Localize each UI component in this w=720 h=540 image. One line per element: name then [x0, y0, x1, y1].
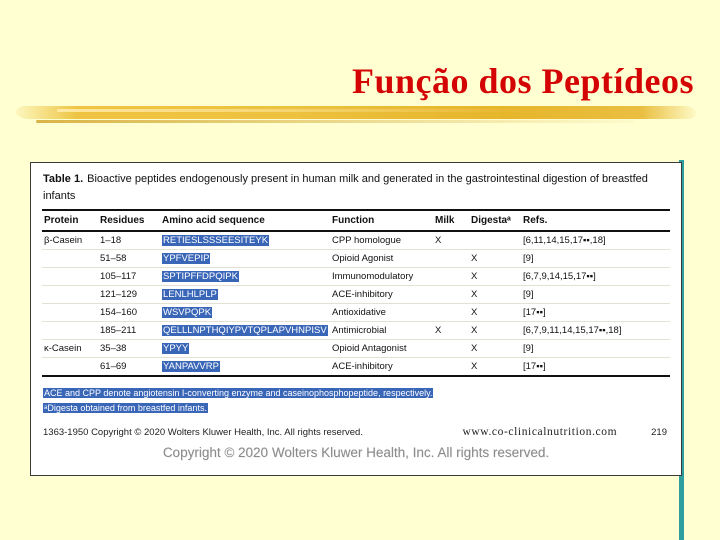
cell-digesta: X: [469, 340, 521, 358]
table-row: [42, 268, 670, 286]
cell-milk: [433, 340, 469, 358]
highlighted-sequence: YPYY: [163, 343, 189, 355]
cell-protein: [42, 304, 98, 322]
cell-milk: [433, 358, 469, 377]
cell-milk: [433, 250, 469, 268]
slide-title: Função dos Peptídeos: [351, 61, 694, 101]
column-header-milk: Milk: [433, 210, 469, 231]
cell-sequence: [160, 358, 330, 377]
cell-residues: 121–129: [98, 286, 160, 304]
table-row: [42, 322, 670, 340]
cell-digesta: X: [469, 286, 521, 304]
cell-sequence: [160, 268, 330, 286]
cell-sequence: [160, 250, 330, 268]
cell-refs: [17▪▪]: [521, 358, 670, 377]
footnote-digesta: ᵃDigesta obtained from breastfed infants.: [44, 403, 207, 414]
cell-milk: X: [433, 322, 469, 340]
cell-digesta: X: [469, 358, 521, 377]
highlighted-sequence: YANPAVVRP: [163, 361, 219, 373]
cell-residues: 154–160: [98, 304, 160, 322]
cell-residues: 35–38: [98, 340, 160, 358]
highlighted-sequence: RETIESLSSSEESITEYK: [163, 235, 269, 247]
highlighted-sequence: YPFVEPIP: [163, 253, 210, 265]
cell-residues: 51–58: [98, 250, 160, 268]
cell-digesta: X: [469, 322, 521, 340]
cell-function: Antimicrobial: [330, 322, 433, 340]
cell-digesta: X: [469, 250, 521, 268]
cell-digesta: X: [469, 304, 521, 322]
cell-residues: 105–117: [98, 268, 160, 286]
cell-digesta: X: [469, 268, 521, 286]
table-row: [42, 340, 670, 358]
cell-refs: [9]: [521, 286, 670, 304]
highlighted-sequence: SPTIPFFDPQIPK: [163, 271, 238, 283]
cell-protein: [42, 322, 98, 340]
column-header-function: Function: [330, 210, 433, 231]
cell-refs: [6,7,9,14,15,17▪▪]: [521, 268, 670, 286]
cell-sequence: [160, 231, 330, 250]
cell-function: Antioxidative: [330, 304, 433, 322]
cell-refs: [9]: [521, 250, 670, 268]
column-header-protein: Protein: [42, 210, 98, 231]
table-row: [42, 286, 670, 304]
journal-copyright: 1363-1950 Copyright © 2020 Wolters Kluwer Health, Inc. All rights reserved.: [43, 426, 363, 438]
figure-footer: [43, 426, 667, 438]
cell-function: CPP homologue: [330, 231, 433, 250]
cell-milk: [433, 304, 469, 322]
cell-function: Opioid Agonist: [330, 250, 433, 268]
bioactive-peptides-table: [42, 209, 670, 377]
cell-sequence: [160, 286, 330, 304]
table-caption: [43, 171, 669, 205]
cell-function: ACE-inhibitory: [330, 358, 433, 377]
cell-milk: [433, 268, 469, 286]
table-footnotes: [43, 386, 669, 417]
column-header-sequence: Amino acid sequence: [160, 210, 330, 231]
cell-sequence: [160, 340, 330, 358]
cell-milk: [433, 286, 469, 304]
cell-function: Immunomodulatory: [330, 268, 433, 286]
cell-sequence: [160, 304, 330, 322]
cell-protein: κ-Casein: [42, 340, 98, 358]
table-header-row: [42, 210, 670, 231]
cell-refs: [6,11,14,15,17▪▪,18]: [521, 231, 670, 250]
cell-refs: [6,7,9,11,14,15,17▪▪,18]: [521, 322, 670, 340]
table-figure: [30, 162, 682, 476]
cell-protein: [42, 286, 98, 304]
table-row: [42, 358, 670, 377]
highlighted-sequence: WSVPQPK: [163, 307, 212, 319]
cell-residues: 185–211: [98, 322, 160, 340]
table-caption-label: Table 1.: [43, 173, 84, 185]
column-header-refs: Refs.: [521, 210, 670, 231]
slide-copyright-text: Copyright © 2020 Wolters Kluwer Health, Inc. All rights reserved.: [162, 444, 550, 460]
cell-protein: [42, 358, 98, 377]
table-caption-text: Bioactive peptides endogenously present in human milk and generated in the gastrointestinal digestion of breastfed infants: [43, 173, 648, 203]
cell-function: ACE-inhibitory: [330, 286, 433, 304]
table-row: [42, 304, 670, 322]
cell-residues: 61–69: [98, 358, 160, 377]
page-number: 219: [651, 426, 667, 438]
cell-sequence: [160, 322, 330, 340]
column-header-residues: Residues: [98, 210, 160, 231]
brush-stroke-underline: [16, 106, 696, 119]
cell-residues: 1–18: [98, 231, 160, 250]
footnote-ace-cpp: ACE and CPP denote angiotensin I-converting enzyme and caseinophosphopeptide, respectively.: [44, 388, 433, 399]
cell-function: Opioid Antagonist: [330, 340, 433, 358]
table-row: [42, 231, 670, 250]
highlighted-sequence: LENLHLPLP: [163, 289, 217, 301]
cell-protein: [42, 250, 98, 268]
journal-website: www.co-clinicalnutrition.com: [462, 425, 618, 438]
cell-protein: β-Casein: [42, 231, 98, 250]
cell-refs: [17▪▪]: [521, 304, 670, 322]
cell-protein: [42, 268, 98, 286]
cell-refs: [9]: [521, 340, 670, 358]
cell-milk: X: [433, 231, 469, 250]
cell-digesta: [469, 231, 521, 250]
table-row: [42, 250, 670, 268]
column-header-digesta: Digestaᵃ: [469, 210, 521, 231]
highlighted-sequence: QELLLNPTHQIYPVTQPLAPVHNPISV: [163, 325, 327, 337]
